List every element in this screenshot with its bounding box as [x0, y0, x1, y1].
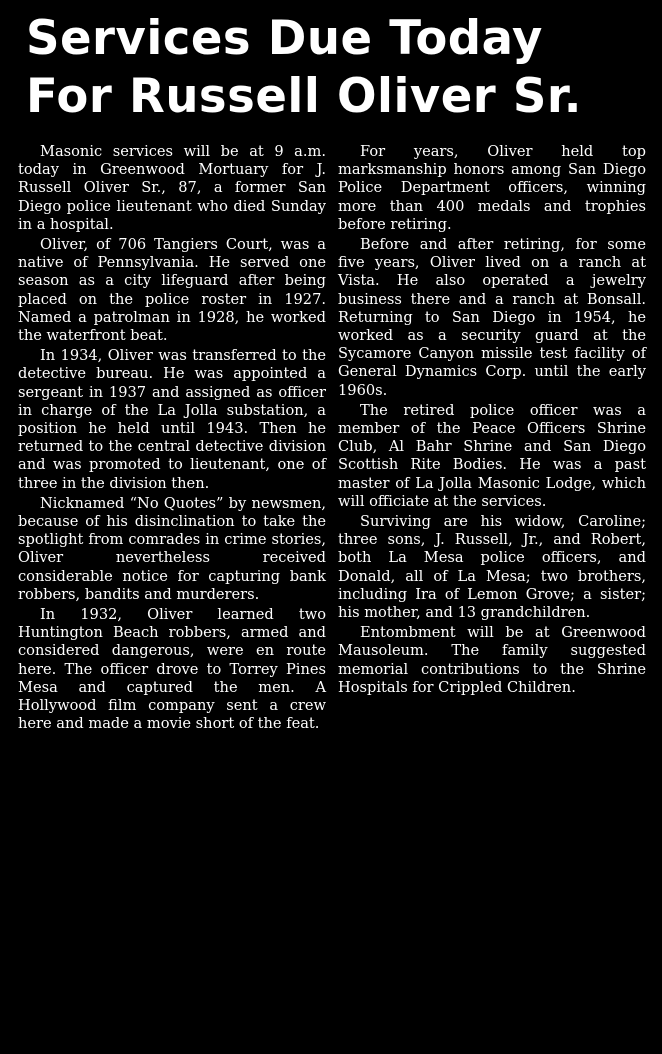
column-divider [331, 143, 332, 983]
headline [26, 10, 640, 126]
article-column-left [18, 143, 326, 736]
paragraph: Oliver, of 706 Tangiers Court, was a native of Pennsylvania. He served one season as a city lifeguard after being placed on the police roster in 1927. Named a patrolman in 1928, he worked the waterfront beat. [18, 236, 326, 345]
headline-line-1: Services Due Today [26, 11, 543, 66]
paragraph: Before and after retiring, for some five years, Oliver lived on a ranch at Vista. He also operated a jewelry business there and a ranch at Bonsall. Returning to San Diego in 1954, he worked as a security guard at the Sycamore Canyon missile test facility of General Dynamics Corp. until the early 1960s. [338, 236, 646, 399]
article-column-right [338, 143, 646, 699]
paragraph: Surviving are his widow, Caroline; three sons, J. Russell, Jr., and Robert, both La Mesa police officers, and Donald, all of La Mesa; two brothers, including Ira of Lemon Grove; a sister; his mother, and 13 grandchildren. [338, 513, 646, 622]
paragraph: Entombment will be at Greenwood Mausoleum. The family suggested memorial contributions to the Shrine Hospitals for Crippled Children. [338, 624, 646, 696]
paragraph: Nicknamed “No Quotes” by newsmen, because of his disinclination to take the spotlight from comrades in crime stories, Oliver nevertheless received considerable notice for capturing bank robbers, bandits and murderers. [18, 494, 326, 603]
paragraph: In 1934, Oliver was transferred to the detective bureau. He was appointed a sergeant in 1937 and assigned as officer in charge of the La Jolla substation, a position he held until 1943. Then he returned to the central detective division and was promoted to lieutenant, one of three in the division then. [18, 347, 326, 492]
headline-line-2: For Russell Oliver Sr. [26, 69, 582, 124]
paragraph: For years, Oliver held top marksmanship honors among San Diego Police Department officers, winning more than 400 medals and trophies before retiring. [338, 143, 646, 233]
paragraph: In 1932, Oliver learned two Huntington Beach robbers, armed and considered dangerous, were en route here. The officer drove to Torrey Pines Mesa and captured the men. A Hollywood film company sent a crew here and made a movie short of the feat. [18, 606, 326, 733]
paragraph: The retired police officer was a member of the Peace Officers Shrine Club, Al Bahr Shrine and San Diego Scottish Rite Bodies. He was a past master of La Jolla Masonic Lodge, which will officiate at the services. [338, 401, 646, 510]
paragraph: Masonic services will be at 9 a.m. today in Greenwood Mortuary for J. Russell Oliver Sr., 87, a former San Diego police lieutenant who died Sunday in a hospital. [18, 143, 326, 233]
